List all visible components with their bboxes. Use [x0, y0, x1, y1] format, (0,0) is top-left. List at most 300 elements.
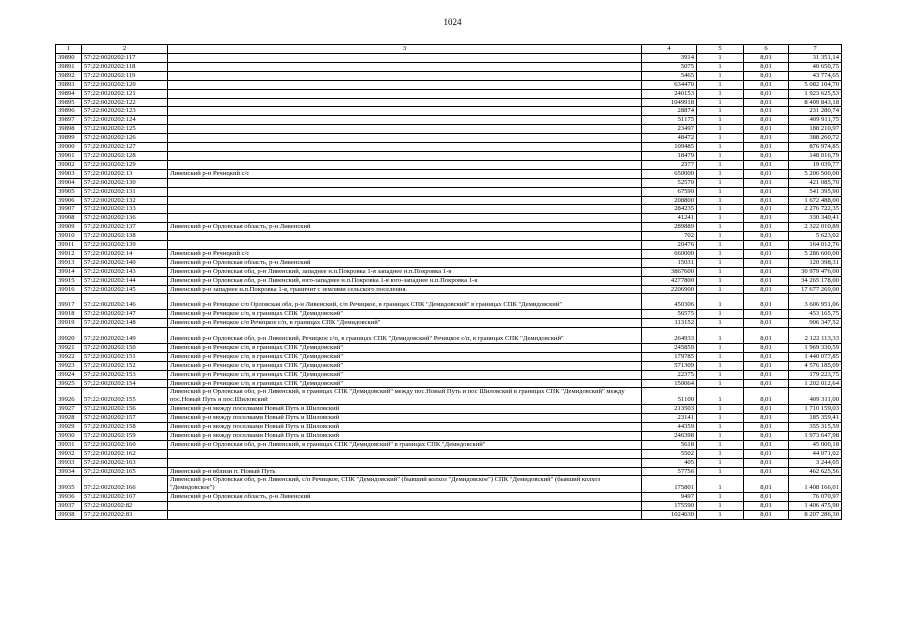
cell-cad: 57:22:0020202:128 [82, 151, 168, 160]
cell-n: 39917 [56, 294, 82, 310]
cell-desc: Ливенский р-н Речицкое с/п, в границах СПК "Демидовский" [168, 352, 642, 361]
cell-area: 4277800 [642, 276, 697, 285]
cell-desc [168, 98, 642, 107]
cell-f5: 1 [697, 241, 744, 250]
cell-f5: 1 [697, 328, 744, 344]
cell-area: 52570 [642, 178, 697, 187]
cell-area: 23497 [642, 125, 697, 134]
cell-desc [168, 143, 642, 152]
cell-cad: 57:22:0020202:133 [82, 205, 168, 214]
cell-f5: 1 [697, 249, 744, 258]
cell-n: 39933 [56, 458, 82, 467]
cell-cad: 57:22:0020202:157 [82, 414, 168, 423]
cell-desc: Ливенский р-н Орловская обл, р-н Ливенский, Речицкое с/п, в границах СПК "Демидовский" Речицкое с/п, в границах СПК "Демидовский" [168, 328, 642, 344]
cell-f5: 1 [697, 151, 744, 160]
cell-f5: 1 [697, 388, 744, 405]
cell-n: 39911 [56, 241, 82, 250]
cell-n: 39931 [56, 440, 82, 449]
cell-rate: 8,01 [744, 388, 789, 405]
cell-n: 39919 [56, 319, 82, 328]
cell-f5: 1 [697, 143, 744, 152]
cell-cad: 57:22:0020202:130 [82, 178, 168, 187]
cell-n: 39920 [56, 328, 82, 344]
table-row [56, 467, 842, 476]
cell-f5: 1 [697, 294, 744, 310]
cell-desc: Ливенский р-н Речицкий с/с [168, 249, 642, 258]
cell-cad: 57:22:0020202:152 [82, 361, 168, 370]
cell-n: 39896 [56, 107, 82, 116]
cell-area: 571309 [642, 361, 697, 370]
cell-n: 39936 [56, 493, 82, 502]
cell-f5: 1 [697, 319, 744, 328]
cell-rate: 8,01 [744, 310, 789, 319]
cell-val: 1 710 159,03 [789, 405, 842, 414]
cell-n: 39918 [56, 310, 82, 319]
header-row [56, 45, 842, 54]
cell-n: 39924 [56, 370, 82, 379]
cell-desc [168, 214, 642, 223]
table-row [56, 187, 842, 196]
cell-desc: Ливенский р-н Речицкое с/п Орловская обл, р-н Ливенский, с/п Речицкое, в границах СПК "Демидовский" в границах СПК "Демидовский" [168, 294, 642, 310]
cell-f5: 1 [697, 232, 744, 241]
table-row [56, 62, 842, 71]
cell-rate: 8,01 [744, 319, 789, 328]
cell-n: 39929 [56, 423, 82, 432]
table-row [56, 405, 842, 414]
cell-cad: 57:22:0020202:118 [82, 62, 168, 71]
cell-rate: 8,01 [744, 343, 789, 352]
cell-cad: 57:22:0020202:123 [82, 107, 168, 116]
cell-cad: 57:22:0020202:163 [82, 458, 168, 467]
cell-desc: Ливенский р-н между поселками Новый Путь и Шиловский [168, 423, 642, 432]
cell-cad: 57:22:0020202:154 [82, 379, 168, 388]
cell-cad: 57:22:0020202:127 [82, 143, 168, 152]
table-row [56, 285, 842, 294]
cell-f5: 1 [697, 62, 744, 71]
cell-f5: 1 [697, 405, 744, 414]
cell-area: 9497 [642, 493, 697, 502]
cell-n: 39901 [56, 151, 82, 160]
cell-val: 30 979 476,00 [789, 267, 842, 276]
cell-n: 39892 [56, 71, 82, 80]
cell-f5: 1 [697, 511, 744, 520]
cell-val: 1 973 647,98 [789, 431, 842, 440]
cell-f5: 1 [697, 134, 744, 143]
cell-n: 39902 [56, 160, 82, 169]
cell-f5: 1 [697, 414, 744, 423]
cell-rate: 8,01 [744, 98, 789, 107]
cell-cad: 57:22:0020202:83 [82, 511, 168, 520]
cell-val: 330 340,41 [789, 214, 842, 223]
cell-f5: 1 [697, 361, 744, 370]
cell-val: 34 265 178,00 [789, 276, 842, 285]
cell-val: 1 672 488,00 [789, 196, 842, 205]
cell-desc [168, 458, 642, 467]
cell-desc: Ливенский р-н западнее н.п.Покровка 1-я, граничит с землями сельского поселения. [168, 285, 642, 294]
cell-area: 450306 [642, 294, 697, 310]
cell-f5: 1 [697, 258, 744, 267]
cell-rate: 8,01 [744, 431, 789, 440]
cell-val: 421 085,70 [789, 178, 842, 187]
cell-area: 5075 [642, 62, 697, 71]
cell-val: 185 359,41 [789, 414, 842, 423]
cell-rate: 8,01 [744, 187, 789, 196]
cell-val: 179 223,75 [789, 370, 842, 379]
cell-f5: 1 [697, 449, 744, 458]
table-row [56, 319, 842, 328]
cell-val: 3 606 951,06 [789, 294, 842, 310]
cell-rate: 8,01 [744, 352, 789, 361]
cell-val: 231 280,74 [789, 107, 842, 116]
cell-val: 1 406 475,90 [789, 502, 842, 511]
cell-desc [168, 178, 642, 187]
table-row [56, 223, 842, 232]
column-header: 1 [56, 45, 82, 54]
table-row [56, 151, 842, 160]
cell-area: 44359 [642, 423, 697, 432]
column-header: 3 [168, 45, 642, 54]
cell-desc: Ливенский р-н Орловская обл, р-н Ливенский, с/п Речицкое, СПК "Демидовский" (бывший колхоз "Демидовское") СПК "Демидовский" (бывший колхоз "Демидовское") [168, 476, 642, 493]
cell-n: 39908 [56, 214, 82, 223]
cell-area: 245859 [642, 343, 697, 352]
cell-cad: 57:22:0020202:82 [82, 502, 168, 511]
cell-area: 660000 [642, 249, 697, 258]
cell-n: 39925 [56, 379, 82, 388]
cell-cad: 57:22:0020202:139 [82, 241, 168, 250]
cell-f5: 1 [697, 440, 744, 449]
cell-area: 405 [642, 458, 697, 467]
cell-area: 51175 [642, 116, 697, 125]
cell-val: 31 351,14 [789, 54, 842, 63]
cell-n: 39914 [56, 267, 82, 276]
table-row [56, 449, 842, 458]
table-row [56, 352, 842, 361]
cell-val: 120 398,31 [789, 258, 842, 267]
table-row [56, 116, 842, 125]
cell-rate: 8,01 [744, 511, 789, 520]
cell-desc [168, 54, 642, 63]
cell-rate: 8,01 [744, 249, 789, 258]
column-header: 7 [789, 45, 842, 54]
cell-rate: 8,01 [744, 80, 789, 89]
cell-rate: 8,01 [744, 71, 789, 80]
table-row [56, 249, 842, 258]
cell-cad: 57:22:0020202:124 [82, 116, 168, 125]
column-header: 2 [82, 45, 168, 54]
cell-desc: Ливенский р-н Речицкое с/п, в границах СПК "Демидовский" [168, 310, 642, 319]
cell-cad: 57:22:0020202:125 [82, 125, 168, 134]
cell-n: 39923 [56, 361, 82, 370]
cell-val: 148 016,79 [789, 151, 842, 160]
cell-val: 43 774,65 [789, 71, 842, 80]
cell-desc [168, 187, 642, 196]
cell-rate: 8,01 [744, 328, 789, 344]
cell-cad: 57:22:0020202:165 [82, 467, 168, 476]
cell-rate: 8,01 [744, 143, 789, 152]
cell-desc: Ливенский р-н Речицкое с/п Речицкое с/п, в границах СПК "Демидовский" [168, 319, 642, 328]
cell-rate: 8,01 [744, 440, 789, 449]
cell-desc: Ливенский р-н Орловская область, р-н Ливенский [168, 223, 642, 232]
cell-val: 409 911,75 [789, 116, 842, 125]
cell-val: 44 071,02 [789, 449, 842, 458]
table-row [56, 276, 842, 285]
column-header: 5 [697, 45, 744, 54]
cell-cad: 57:22:0020202:159 [82, 431, 168, 440]
page-number: 1024 [443, 17, 462, 27]
cell-n: 39910 [56, 232, 82, 241]
table-row [56, 134, 842, 143]
table-row [56, 143, 842, 152]
cell-f5: 1 [697, 178, 744, 187]
cell-n: 39899 [56, 134, 82, 143]
cell-n: 39900 [56, 143, 82, 152]
cell-val: 462 625,56 [789, 467, 842, 476]
cell-f5: 1 [697, 223, 744, 232]
cell-val: 1 440 077,85 [789, 352, 842, 361]
cell-rate: 8,01 [744, 405, 789, 414]
cell-val: 1 969 330,59 [789, 343, 842, 352]
cell-desc [168, 205, 642, 214]
cell-rate: 8,01 [744, 294, 789, 310]
cell-area: 284235 [642, 205, 697, 214]
table-row [56, 361, 842, 370]
cell-desc [168, 80, 642, 89]
cell-desc [168, 89, 642, 98]
cell-desc [168, 62, 642, 71]
table-row [56, 89, 842, 98]
cell-cad: 57:22:0020202:132 [82, 196, 168, 205]
cell-cad: 57:22:0020202:158 [82, 423, 168, 432]
cell-rate: 8,01 [744, 116, 789, 125]
table-row [56, 493, 842, 502]
cell-n: 39930 [56, 431, 82, 440]
cell-desc: Ливенский р-н Речицкое с/п, в границах СПК "Демидовский" [168, 343, 642, 352]
table-row [56, 267, 842, 276]
cell-f5: 1 [697, 125, 744, 134]
cell-rate: 8,01 [744, 232, 789, 241]
table-row [56, 414, 842, 423]
cell-f5: 1 [697, 423, 744, 432]
cell-rate: 8,01 [744, 151, 789, 160]
cell-n: 39916 [56, 285, 82, 294]
cell-area: 179785 [642, 352, 697, 361]
cell-rate: 8,01 [744, 107, 789, 116]
cell-desc [168, 502, 642, 511]
cell-f5: 1 [697, 107, 744, 116]
cell-n: 39915 [56, 276, 82, 285]
cell-f5: 1 [697, 196, 744, 205]
cell-cad: 57:22:0020202:151 [82, 352, 168, 361]
cell-f5: 1 [697, 310, 744, 319]
column-header: 4 [642, 45, 697, 54]
cell-val: 1 923 625,53 [789, 89, 842, 98]
cell-area: 2206900 [642, 285, 697, 294]
cell-n: 39937 [56, 502, 82, 511]
table-row [56, 328, 842, 344]
cell-cad: 57:22:0020202:122 [82, 98, 168, 107]
cell-n: 39928 [56, 414, 82, 423]
cell-desc: Ливенский р-н между поселками Новый Путь и Шиловский [168, 431, 642, 440]
cell-cad: 57:22:0020202:120 [82, 80, 168, 89]
table-row [56, 241, 842, 250]
cell-rate: 8,01 [744, 214, 789, 223]
table-row [56, 178, 842, 187]
cell-cad: 57:22:0020202:136 [82, 214, 168, 223]
cell-val: 1 202 012,64 [789, 379, 842, 388]
cell-cad: 57:22:0020202:138 [82, 232, 168, 241]
cell-val: 541 395,90 [789, 187, 842, 196]
cell-cad: 57:22:0020202:137 [82, 223, 168, 232]
cell-val: 2 122 113,33 [789, 328, 842, 344]
cell-rate: 8,01 [744, 423, 789, 432]
cell-area: 175801 [642, 476, 697, 493]
cell-area: 51100 [642, 388, 697, 405]
cell-desc: Ливенский р-н Речицкое с/п, в границах СПК "Демидовский" [168, 370, 642, 379]
table-row [56, 458, 842, 467]
cell-cad: 57:22:0020202:162 [82, 449, 168, 458]
cell-rate: 8,01 [744, 125, 789, 134]
cell-val: 5 623,02 [789, 232, 842, 241]
cell-cad: 57:22:0020202:146 [82, 294, 168, 310]
cell-area: 150064 [642, 379, 697, 388]
table-row [56, 258, 842, 267]
cell-f5: 1 [697, 458, 744, 467]
cell-rate: 8,01 [744, 493, 789, 502]
cell-cad: 57:22:0020202:129 [82, 160, 168, 169]
cell-area: 650000 [642, 169, 697, 178]
cell-desc: Ливенский р-н Орловская обл, р-н Ливенский, юго-западнее н.п.Покровка 1-я юго-западнее н.п.Покровка 1-я [168, 276, 642, 285]
cell-n: 39906 [56, 196, 82, 205]
cell-rate: 8,01 [744, 241, 789, 250]
cell-f5: 1 [697, 476, 744, 493]
cell-rate: 8,01 [744, 89, 789, 98]
cell-area: 289889 [642, 223, 697, 232]
cell-area: 20476 [642, 241, 697, 250]
cell-area: 1024630 [642, 511, 697, 520]
table-row [56, 388, 842, 405]
table-row [56, 379, 842, 388]
cell-rate: 8,01 [744, 379, 789, 388]
cell-val: 906 347,52 [789, 319, 842, 328]
cell-area: 23141 [642, 414, 697, 423]
cell-n: 39912 [56, 249, 82, 258]
cell-cad: 57:22:0020202:155 [82, 388, 168, 405]
cell-f5: 1 [697, 98, 744, 107]
cell-n: 39938 [56, 511, 82, 520]
cell-rate: 8,01 [744, 285, 789, 294]
cell-desc: Ливенский р-н вблизи п. Новый Путь [168, 467, 642, 476]
cadastral-table [55, 44, 842, 520]
table-row [56, 476, 842, 493]
cell-f5: 1 [697, 370, 744, 379]
cell-rate: 8,01 [744, 160, 789, 169]
cell-cad: 57:22:0020202:153 [82, 370, 168, 379]
cell-val: 5 286 600,00 [789, 249, 842, 258]
cell-area: 48472 [642, 134, 697, 143]
cell-val: 388 260,72 [789, 134, 842, 143]
cell-cad: 57:22:0020202:126 [82, 134, 168, 143]
cell-n: 39913 [56, 258, 82, 267]
cell-area: 634470 [642, 80, 697, 89]
cell-area: 5618 [642, 440, 697, 449]
cell-val: 188 210,97 [789, 125, 842, 134]
cell-area: 264933 [642, 328, 697, 344]
cell-f5: 1 [697, 54, 744, 63]
cell-rate: 8,01 [744, 361, 789, 370]
cell-desc [168, 449, 642, 458]
cell-n: 39893 [56, 80, 82, 89]
cell-area: 56575 [642, 310, 697, 319]
cell-val: 1 408 166,01 [789, 476, 842, 493]
cell-area: 15031 [642, 258, 697, 267]
table-row [56, 205, 842, 214]
cell-n: 39894 [56, 89, 82, 98]
cell-f5: 1 [697, 205, 744, 214]
cell-rate: 8,01 [744, 467, 789, 476]
cell-area: 702 [642, 232, 697, 241]
cell-f5: 1 [697, 160, 744, 169]
cell-n: 39909 [56, 223, 82, 232]
cell-desc [168, 232, 642, 241]
cell-f5: 1 [697, 80, 744, 89]
table-row [56, 107, 842, 116]
cell-desc: Ливенский р-н Речицкий с/с [168, 169, 642, 178]
cell-desc [168, 160, 642, 169]
cell-cad: 57:22:0020202:156 [82, 405, 168, 414]
cell-desc: Ливенский р-н между поселками Новый Путь и Шиловский [168, 405, 642, 414]
cell-n: 39905 [56, 187, 82, 196]
cell-cad: 57:22:0020202:160 [82, 440, 168, 449]
cell-val: 5 206 500,00 [789, 169, 842, 178]
cell-area: 109485 [642, 143, 697, 152]
table-row [56, 71, 842, 80]
table-row [56, 196, 842, 205]
cell-area: 208800 [642, 196, 697, 205]
table-row [56, 160, 842, 169]
cell-cad: 57:22:0020202:148 [82, 319, 168, 328]
table-row [56, 511, 842, 520]
cell-cad: 57:22:0020202:145 [82, 285, 168, 294]
cell-n: 39903 [56, 169, 82, 178]
table-row [56, 310, 842, 319]
cell-val: 76 070,97 [789, 493, 842, 502]
cell-desc: Ливенский р-н Орловская обл, р-н Ливенский, в границах СПК "Демидовский" между пос.Новый Путь и пос Шиловский в границах СПК "Демидовский" между пос.Новый Путь и пос.Шиловский [168, 388, 642, 405]
cell-area: 213503 [642, 405, 697, 414]
cell-cad: 57:22:0020202:144 [82, 276, 168, 285]
cell-area: 175590 [642, 502, 697, 511]
table-row [56, 214, 842, 223]
cell-rate: 8,01 [744, 449, 789, 458]
cell-cad: 57:22:0020202:149 [82, 328, 168, 344]
cell-cad: 57:22:0020202:119 [82, 71, 168, 80]
cell-cad: 57:22:0020202:143 [82, 267, 168, 276]
cell-area: 240153 [642, 89, 697, 98]
cell-val: 876 974,85 [789, 143, 842, 152]
table-row [56, 294, 842, 310]
cell-area: 3914 [642, 54, 697, 63]
cell-rate: 8,01 [744, 134, 789, 143]
cell-rate: 8,01 [744, 205, 789, 214]
cell-desc [168, 511, 642, 520]
cell-val: 17 677 269,00 [789, 285, 842, 294]
cell-f5: 1 [697, 502, 744, 511]
cell-area: 5465 [642, 71, 697, 80]
column-header: 6 [744, 45, 789, 54]
cell-rate: 8,01 [744, 178, 789, 187]
table-row [56, 423, 842, 432]
cell-desc: Ливенский р-н Орловская область, р-н Ливенский [168, 258, 642, 267]
cell-n: 39935 [56, 476, 82, 493]
